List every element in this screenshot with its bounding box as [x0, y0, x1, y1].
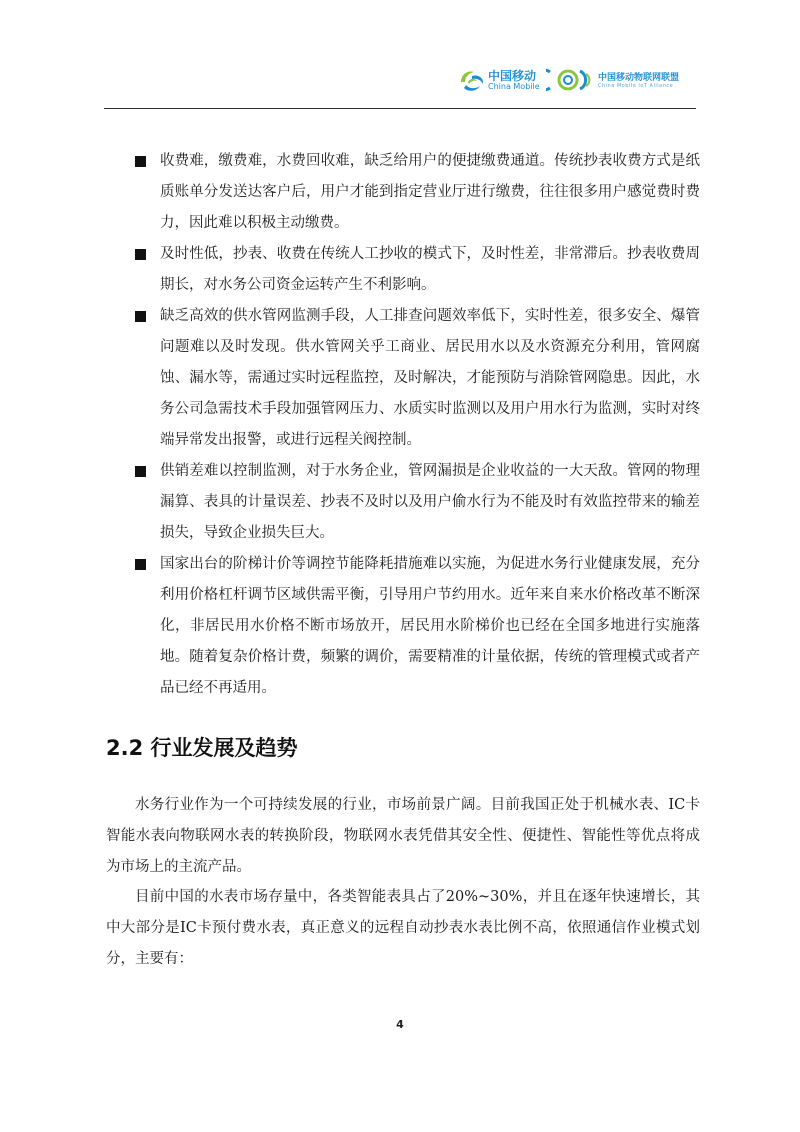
bullet-text: 及时性低，抄表、收费在传统人工抄收的模式下，及时性差，非常滞后。抄表收费周期长，对水务公司资金运转产生不利影响。 [160, 246, 700, 293]
square-bullet-icon [135, 156, 146, 167]
bullet-text: 缺乏高效的供水管网监测手段，人工排查问题效率低下，实时性差，很多安全、爆管问题难以及时发现。供水管网关乎工商业、居民用水以及水资源充分利用，管网腐蚀、漏水等，需通过实时远程监控，及时解决，才能预防与消除管网隐患。因此，水务公司急需技术手段加强管网压力、水质实时监测以及用户用水行为监测，实时对终端异常发出报警，或进行远程关阀控制。 [160, 308, 700, 448]
header-divider [104, 108, 696, 109]
bullet-item [134, 456, 700, 549]
bullet-list [134, 146, 700, 704]
square-bullet-icon [135, 466, 146, 477]
bullet-item [134, 301, 700, 456]
iot-alliance-logo [546, 64, 696, 96]
body-paragraph: 目前中国的水表市场存量中，各类智能表具占了20%~30%，并且在逐年快速增长，其中大部分是IC卡预付费水表，真正意义的远程自动抄表水表比例不高，依照通信作业模式划分，主要有： [106, 889, 700, 967]
china-mobile-logo-en: China Mobile [488, 82, 540, 91]
china-mobile-logo [458, 66, 540, 96]
bullet-item [134, 146, 700, 239]
china-mobile-logo-icon [458, 68, 486, 94]
bullet-text: 供销差难以控制监测，对于水务企业，管网漏损是企业收益的一大天敌。管网的物理漏算、表具的计量误差、抄表不及时以及用户偷水行为不能及时有效监控带来的输差损失，导致企业损失巨大。 [160, 463, 700, 541]
page-header [0, 0, 800, 110]
iot-alliance-logo-cn: 中国移动物联网联盟 [598, 73, 680, 83]
bullet-item [134, 549, 700, 704]
bullet-text: 国家出台的阶梯计价等调控节能降耗措施难以实施，为促进水务行业健康发展，充分利用价格杠杆调节区域供需平衡，引导用户节约用水。近年来自来水价格改革不断深化，非居民用水价格不断市场放开，居民用水阶梯价也已经在全国多地进行实施落地。随着复杂价格计费，频繁的调价，需要精准的计量依据，传统的管理模式或者产品已经不再适用。 [160, 556, 700, 696]
page-number: 4 [396, 1018, 404, 1031]
iot-alliance-logo-icon [546, 66, 594, 94]
body-paragraph: 水务行业作为一个可持续发展的行业，市场前景广阔。目前我国正处于机械水表、IC卡智能水表向物联网水表的转换阶段，物联网水表凭借其安全性、便捷性、智能性等优点将成为市场上的主流产品。 [106, 797, 700, 875]
bullet-item [134, 239, 700, 301]
square-bullet-icon [135, 249, 146, 260]
square-bullet-icon [135, 559, 146, 570]
bullet-text: 收费难，缴费难，水费回收难，缺乏给用户的便捷缴费通道。传统抄表收费方式是纸质账单分发送达客户后，用户才能到指定营业厅进行缴费，往往很多用户感觉费时费力，因此难以积极主动缴费。 [160, 153, 700, 231]
iot-alliance-logo-en: China Mobile IoT Alliance [598, 83, 674, 89]
section-heading: 2.2 行业发展及趋势 [106, 736, 298, 760]
square-bullet-icon [135, 311, 146, 322]
china-mobile-logo-cn: 中国移动 [488, 69, 537, 83]
